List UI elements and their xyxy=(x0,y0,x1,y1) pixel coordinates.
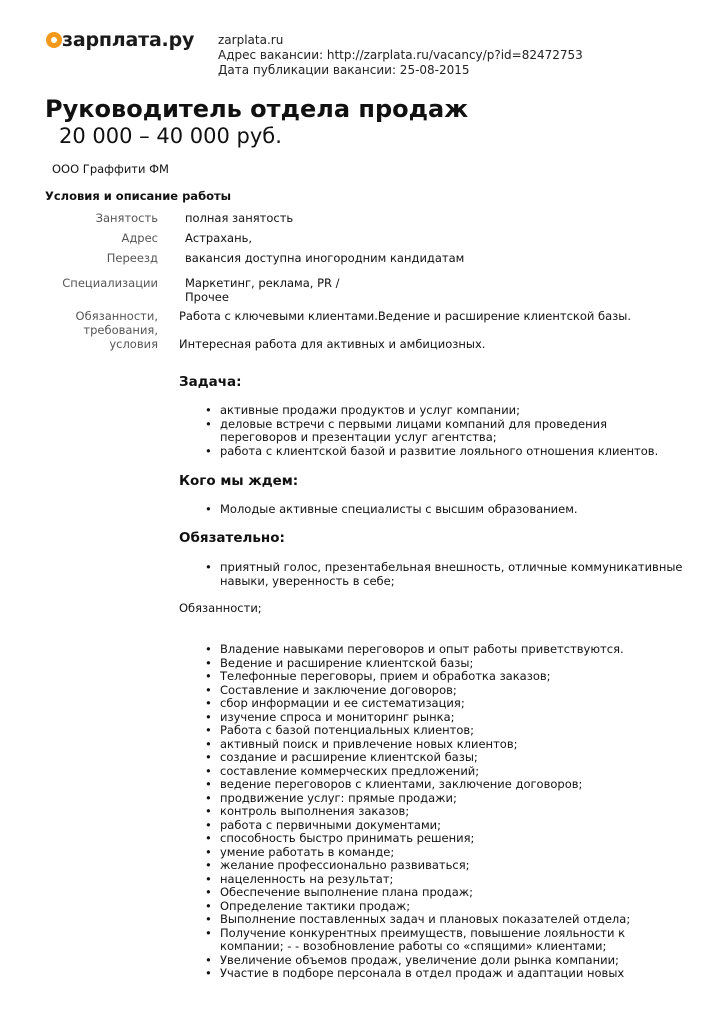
list-item: • способность быстро принимать решения; xyxy=(205,832,630,846)
task-heading: Задача: xyxy=(179,374,242,390)
salary: 20 000 – 40 000 руб. xyxy=(59,124,282,148)
required-list xyxy=(205,561,683,588)
task-list xyxy=(205,404,658,458)
wait-list xyxy=(205,503,578,517)
duties-description-2: Интересная работа для активных и амбициозных. xyxy=(179,337,486,351)
list-item: • желание профессионально развиваться; xyxy=(205,859,630,873)
list-item: • работа с первичными документами; xyxy=(205,819,630,833)
list-item: • активные продажи продуктов и услуг компании; xyxy=(205,404,658,418)
list-item: • создание и расширение клиентской базы; xyxy=(205,751,630,765)
list-item: • Получение конкурентных преимуществ, повышение лояльности к xyxy=(205,927,630,941)
publish-date: Дата публикации вакансии: 25-08-2015 xyxy=(218,63,470,77)
duties-heading: Обязанности; xyxy=(179,601,262,615)
list-item-continuation: навыки, уверенность в себе; xyxy=(220,573,395,588)
list-item: • Работа с базой потенциальных клиентов; xyxy=(205,724,630,738)
list-item-continuation: компании; - - возобновление работы со «спящими» клиентами; xyxy=(220,939,607,953)
duties-label-2: требования, xyxy=(83,323,158,337)
list-item: • Обеспечение выполнение плана продаж; xyxy=(205,886,630,900)
list-item: • Владение навыками переговоров и опыт работы приветствуются. xyxy=(205,643,630,657)
list-item: • контроль выполнения заказов; xyxy=(205,805,630,819)
address-label: Адрес xyxy=(121,231,158,245)
company-name: ООО Граффити ФМ xyxy=(52,162,169,176)
specialization-label: Специализации xyxy=(62,276,158,290)
employment-label: Занятость xyxy=(95,211,158,225)
list-item: • деловые встречи с первыми лицами компаний для проведения xyxy=(205,418,658,432)
list-item: • активный поиск и привлечение новых клиентов; xyxy=(205,738,630,752)
list-item: • Определение тактики продаж; xyxy=(205,900,630,914)
list-item: • Телефонные переговоры, прием и обработка заказов; xyxy=(205,670,630,684)
duties-label-1: Обязанности, xyxy=(75,309,158,323)
list-item: • приятный голос, презентабельная внешность, отличные коммуникативные xyxy=(205,561,683,575)
list-item: • Молодые активные специалисты с высшим образованием. xyxy=(205,503,578,517)
list-item: • нацеленность на результат; xyxy=(205,873,630,887)
employment-value: полная занятость xyxy=(185,211,294,225)
specialization-value: Маркетинг, реклама, PR / xyxy=(185,276,340,290)
list-item: • Составление и заключение договоров; xyxy=(205,684,630,698)
vacancy-address: Адрес вакансии: http://zarplata.ru/vacancy/p?id=82472753 xyxy=(218,48,583,62)
list-item: • Ведение и расширение клиентской базы; xyxy=(205,657,630,671)
list-item: • продвижение услуг: прямые продажи; xyxy=(205,792,630,806)
list-item: • работа с клиентской базой и развитие лояльного отношения клиентов. xyxy=(205,445,658,459)
list-item-continuation: переговоров и презентации услуг агентства; xyxy=(220,430,497,444)
list-item: • Выполнение поставленных задач и плановых показателей отдела; xyxy=(205,913,630,927)
list-item: • ведение переговоров с клиентами, заключение договоров; xyxy=(205,778,630,792)
site-logo xyxy=(46,30,194,50)
list-item: • изучение спроса и мониторинг рынка; xyxy=(205,711,630,725)
address-value: Астрахань, xyxy=(185,231,253,245)
logo-ring-icon xyxy=(46,32,62,48)
list-item: • составление коммерческих предложений; xyxy=(205,765,630,779)
list-item: • Увеличение объемов продаж, увеличение доли рынка компании; xyxy=(205,954,630,968)
vacancy-meta xyxy=(218,33,583,78)
specialization-value-other: Прочее xyxy=(185,290,229,304)
conditions-heading: Условия и описание работы xyxy=(45,189,232,203)
list-item: • Участие в подборе персонала в отдел продаж и адаптации новых xyxy=(205,967,630,981)
list-item: • сбор информации и ее систематизация; xyxy=(205,697,630,711)
wait-heading: Кого мы ждем: xyxy=(179,473,299,489)
relocation-label: Переезд xyxy=(106,251,158,265)
relocation-value: вакансия доступна иногородним кандидатам xyxy=(185,251,465,265)
logo-text: зарплата.ру xyxy=(62,29,195,51)
required-heading: Обязательно: xyxy=(179,530,285,546)
list-item: • умение работать в команде; xyxy=(205,846,630,860)
duties-list xyxy=(205,643,630,981)
site-name: zarplata.ru xyxy=(218,33,284,47)
duties-description: Работа с ключевыми клиентами.Ведение и расширение клиентской базы. xyxy=(179,309,632,323)
duties-label-3: условия xyxy=(109,337,158,351)
vacancy-title: Руководитель отдела продаж xyxy=(45,95,469,123)
